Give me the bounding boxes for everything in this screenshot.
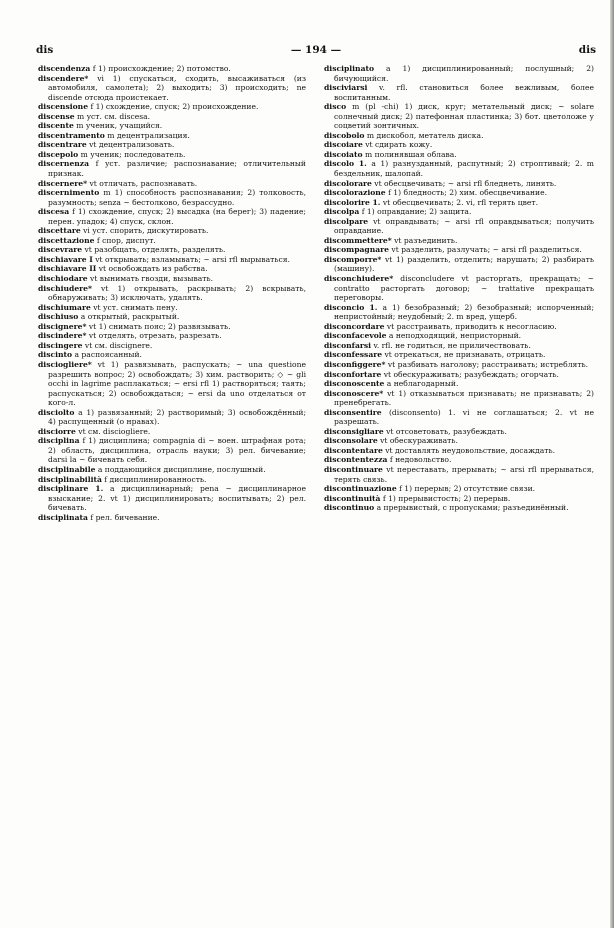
dictionary-entry — [324, 217, 594, 236]
dictionary-entry — [38, 484, 306, 513]
headword: discoiare — [324, 140, 363, 150]
definition: a 1) разнузданный, распутный; 2) строптивый; 2. m бездельник, шалопай. — [334, 159, 594, 179]
definition: vt отделять, отрезать, разрезать. — [86, 331, 222, 341]
dictionary-entry — [324, 446, 594, 456]
definition: f дисциплинированность. — [101, 474, 207, 484]
headword: discendere* — [38, 73, 89, 83]
definition: a прерывистый, с пропусками; разъединённый. — [374, 503, 569, 513]
headword: discesa — [38, 207, 70, 217]
headword: dischiodare — [38, 274, 88, 284]
dictionary-entry — [38, 226, 306, 236]
headword: disco — [324, 102, 347, 112]
dictionary-entry — [324, 389, 594, 408]
headword: disciplinabilità — [38, 474, 102, 484]
dictionary-entry — [38, 513, 306, 523]
definition: vt децентрализовать. — [86, 140, 175, 150]
headword: discentrare — [38, 140, 87, 150]
definition: vt разобщать, отделять, разделять. — [82, 245, 226, 255]
definition: vt освобождать из рабства. — [96, 264, 208, 274]
dictionary-entry — [38, 303, 306, 313]
dictionary-entry — [324, 159, 594, 178]
dictionary-entry — [38, 150, 306, 160]
headword: disconchiudere* — [324, 274, 394, 284]
definition: vt обесцвечивать; 2. vi, rfl терять цвет. — [380, 197, 538, 207]
definition: f 1) прерывистость; 2) перерыв. — [380, 493, 511, 503]
definition: vt переставать, прерывать; ~ arsi rfl прерываться, терять связь. — [334, 464, 594, 484]
page-number: — 194 — — [290, 44, 342, 56]
definition: f 1) перерыв; 2) отсутствие связи. — [396, 484, 536, 494]
dictionary-entry — [324, 341, 594, 351]
dictionary-entry — [324, 274, 594, 303]
dictionary-entry — [324, 255, 594, 274]
headword: disciplinare 1. — [38, 484, 104, 494]
headword: discolpa — [324, 207, 360, 217]
headword: disconfacevole — [324, 331, 387, 341]
dictionary-entry — [324, 150, 594, 160]
definition: f 1) оправдание; 2) защита. — [359, 207, 472, 217]
headword: disconcio 1. — [324, 302, 378, 312]
dictionary-entry — [324, 83, 594, 102]
dictionary-entry — [324, 179, 594, 189]
definition: vt обесцвечивать; ~ arsi rfl бледнеть, линять. — [371, 178, 557, 188]
definition: m уст. см. discesa. — [74, 111, 151, 121]
headword: disconfiggere* — [324, 359, 386, 369]
headword: disconoscere* — [324, 388, 384, 398]
headword: disconsentire — [324, 407, 382, 417]
left-column — [38, 64, 306, 906]
dictionary-entry — [324, 198, 594, 208]
dictionary-entry — [324, 360, 594, 370]
definition: vt обескураживать; разубеждать; огорчать. — [381, 369, 559, 379]
definition: (disconsento) 1. vi не соглашаться; 2. vt не разрешать. — [334, 407, 594, 427]
headword: disciplinata — [38, 512, 88, 522]
definition: vt отличать, распознавать. — [87, 178, 198, 188]
definition: v. rfl. становиться более вежливым, более воспитанным. — [334, 83, 594, 102]
dictionary-entry — [38, 112, 306, 122]
headword: discensione — [38, 102, 89, 112]
definition: vt вынимать гвозди, вызывать. — [87, 274, 214, 284]
dictionary-entry — [324, 131, 594, 141]
definition: m полинявшая облава. — [362, 149, 457, 159]
dictionary-entry — [324, 484, 594, 494]
headword: discindere* — [38, 331, 87, 341]
headword: discommettere* — [324, 235, 392, 245]
headword: discolo 1. — [324, 159, 367, 169]
dictionary-entry — [38, 245, 306, 255]
headword: discinto — [38, 350, 73, 360]
definition: vt см. discignere. — [82, 340, 153, 350]
definition: vt 1) развязывать, распускать; ~ una questione разрешить вопрос; 2) освобождать; 3) хим. растворить; ◇ ~ gli occhi in lagrime расплакаться; ~ ersi rfl 1) растворяться; таять; распускаться; 2) освобождаться; ~ ersi da uno отделаться от кого-л. — [48, 359, 306, 408]
dictionary-entry — [38, 322, 306, 332]
headword: disconfarsi — [324, 340, 372, 350]
definition: vt разделить, разлучать; ~ arsi rfl разделиться. — [389, 245, 582, 255]
dictionary-entry — [38, 350, 306, 360]
headword: disconsigliare — [324, 426, 384, 436]
dictionary-entry — [38, 140, 306, 150]
headword: discolorire 1. — [324, 197, 381, 207]
headword: discevrare — [38, 245, 83, 255]
definition: f 1) дисциплина; compagnia di ~ воен. штрафная рота; 2) область, дисциплина, отрасль науки; 3) рел. бичевание; darsi la ~ бичевать себя. — [48, 436, 306, 465]
dictionary-entry — [38, 331, 306, 341]
definition: vt см. disciogliere. — [75, 426, 151, 436]
headword: disciviarsi — [324, 83, 368, 93]
dictionary-entry — [38, 264, 306, 274]
dictionary-entry — [38, 236, 306, 246]
dictionary-entry — [324, 350, 594, 360]
definition: disconcludere vt расторгать, прекращать; ~ contratto расторгать договор; ~ trattative прекращать переговоры. — [334, 274, 594, 303]
definition: vt обескураживать. — [377, 436, 458, 446]
headword: disciorre — [38, 426, 76, 436]
dictionary-entry — [38, 255, 306, 265]
dictionary-entry — [38, 284, 306, 303]
definition: vt 1) снимать пояс; 2) развязывать. — [86, 321, 231, 331]
dictionary-entry — [38, 408, 306, 427]
headword: discomporre* — [324, 254, 382, 264]
definition: f уст. различие; распознавание; отличительный признак. — [48, 159, 306, 179]
definition: vt 1) разделить, отделить; нарушать; 2) разбирать (машину). — [334, 254, 594, 274]
definition: vt сдирать кожу. — [362, 140, 433, 150]
dictionary-entry — [324, 503, 594, 513]
dictionary-entry — [324, 455, 594, 465]
definition: a неподходящий, непристорный. — [386, 331, 522, 341]
dictionary-entry — [38, 74, 306, 103]
dictionary-entry — [38, 102, 306, 112]
headword: dischiavare II — [38, 264, 97, 274]
dictionary-entry — [38, 159, 306, 178]
dictionary-entry — [38, 274, 306, 284]
headword: dischiuso — [38, 312, 79, 322]
dictionary-entry — [38, 427, 306, 437]
headword: discobolo — [324, 130, 365, 140]
dictionary-entry — [38, 131, 306, 141]
definition: f недовольство. — [387, 455, 452, 465]
headword: disconcordare — [324, 321, 385, 331]
dictionary-entry — [324, 102, 594, 131]
dictionary-entry — [324, 494, 594, 504]
headword: disciplina — [38, 436, 80, 446]
definition: m дискобол, метатель диска. — [364, 130, 484, 140]
headword: discettazione — [38, 235, 95, 245]
headword: discontinuazione — [324, 484, 397, 494]
definition: vt открывать; взламывать; ~ arsi rfl вырываться. — [92, 254, 290, 264]
definition: vt расстраивать, приводить к несогласию. — [384, 321, 557, 331]
headword: discendenza — [38, 64, 91, 73]
definition: vt 1) отказываться признавать; не признавать; 2) пренебрегать. — [334, 388, 594, 408]
definition: f 1) бледность; 2) хим. обесцвечивание. — [385, 188, 548, 198]
dictionary-entry — [38, 465, 306, 475]
definition: f рел. бичевание. — [87, 512, 160, 522]
definition: vt оправдывать; ~ arsi rfl оправдываться; получить оправдание. — [334, 216, 594, 236]
dictionary-entry — [324, 64, 594, 83]
headword: discoiato — [324, 149, 363, 159]
headword: discernimento — [38, 188, 100, 198]
headword: discolorare — [324, 178, 372, 188]
headword: discignere* — [38, 321, 87, 331]
page-edge — [610, 0, 614, 928]
dictionary-entry — [38, 179, 306, 189]
headword: dischiudere* — [38, 283, 92, 293]
headword: disconoscente — [324, 379, 385, 389]
definition: f спор, диспут. — [94, 235, 156, 245]
headword: discettare — [38, 226, 81, 236]
definition: v. rfl. не годиться, не приличествовать. — [371, 340, 531, 350]
dictionary-entry — [38, 475, 306, 485]
definition: vt отсоветовать, разубеждать. — [383, 426, 507, 436]
headword: discentramento — [38, 130, 105, 140]
headword: disciolto — [38, 407, 75, 417]
definition: vt разбивать наголову; расстраивать; истреблять. — [385, 359, 589, 369]
dictionary-entry — [324, 207, 594, 217]
dictionary-entry — [38, 207, 306, 226]
definition: f 1) схождение, спуск; 2) высадка (на берег); 3) падение; перен. упадок; 4) спуск, склон. — [48, 207, 306, 226]
definition: m 1) способность распознавания; 2) толковость, разумность; senza ~ бестолково, безрассудно. — [48, 188, 306, 207]
definition: vi 1) спускаться, сходить, высаживаться (из автомобиля, самолета); 2) выходить; 3) происходить; ne discende отсюда проистекает. — [48, 73, 306, 102]
definition: a 1) дисциплинированный; послушный; 2) бичующийся. — [334, 64, 594, 83]
headword: discernenza — [38, 159, 90, 169]
dictionary-entry — [324, 408, 594, 427]
definition: vt доставлять неудовольствие, досаждать. — [382, 445, 556, 455]
definition: m (pl -chi) 1) диск, круг; метательный диск; ~ solare солнечный диск; 2) патефонная пластинка; 3) бот. цветоложе у соцветий зонтичных. — [334, 102, 594, 131]
headword: discepolo — [38, 149, 79, 159]
dictionary-entry — [38, 121, 306, 131]
definition: vt отрекаться, не признавать, отрицать. — [382, 350, 546, 360]
dictionary-entry — [38, 436, 306, 465]
definition: vt уст. снимать пену. — [90, 302, 178, 312]
headword: discontentare — [324, 445, 383, 455]
definition: a 1) безобразный; 2) безобразный; испорченный; непристойный; неудобный; 2. m вред, ущерб. — [334, 302, 594, 322]
definition: a открытый, раскрытый. — [78, 312, 180, 322]
dictionary-entry — [324, 236, 594, 246]
headword: discense — [38, 111, 75, 121]
headword: disconsolare — [324, 436, 378, 446]
definition: vt 1) открывать, раскрывать; 2) вскрывать, обнаруживать; 3) исключать, удалять. — [48, 283, 306, 303]
headword: discolorazione — [324, 188, 386, 198]
definition: m децентрализация. — [104, 130, 190, 140]
dictionary-entry — [324, 322, 594, 332]
page-header — [36, 44, 596, 58]
dictionary-entry — [324, 331, 594, 341]
headword: disconfessare — [324, 350, 383, 360]
definition: a распоясанный. — [72, 350, 142, 360]
dictionary-entry — [38, 188, 306, 207]
definition: a неблагодарный. — [384, 379, 459, 389]
dictionary-entry — [38, 64, 306, 74]
dictionary-entry — [324, 427, 594, 437]
definition: a дисциплинарный; pena ~ дисциплинарное взыскание; 2. vt 1) дисциплинировать; воспитывать; 2) рел. бичевать. — [48, 484, 306, 513]
dictionary-entry — [324, 465, 594, 484]
dictionary-entry — [38, 341, 306, 351]
headword: discontentezza — [324, 455, 388, 465]
dictionary-entry — [324, 140, 594, 150]
headword: disciplinabile — [38, 464, 96, 474]
dictionary-entry — [324, 303, 594, 322]
headword: discontinuo — [324, 503, 375, 513]
headword: discompagnare — [324, 245, 390, 255]
headword: dischiavare I — [38, 254, 93, 264]
headword: dischiumare — [38, 302, 91, 312]
dictionary-entry — [38, 312, 306, 322]
dictionary-entry — [324, 245, 594, 255]
dictionary-entry — [324, 436, 594, 446]
definition: a поддающийся дисциплине, послушный. — [95, 464, 266, 474]
headword: discernere* — [38, 178, 88, 188]
headword: discingere — [38, 340, 83, 350]
dictionary-entry — [38, 360, 306, 408]
definition: a 1) развязанный; 2) растворимый; 3) освобождённый; 4) распущенный (о нравах). — [48, 407, 306, 427]
right-column — [324, 64, 594, 906]
dictionary-entry — [324, 379, 594, 389]
dictionary-entry — [324, 370, 594, 380]
definition: f 1) схождение, спуск; 2) происхождение. — [88, 102, 259, 112]
header-guide-right: dis — [578, 44, 596, 56]
headword: discontinuità — [324, 493, 381, 503]
headword: discolpare — [324, 216, 369, 226]
definition: m ученик; последователь. — [78, 149, 186, 159]
headword: discente — [38, 121, 74, 131]
definition: m ученик, учащийся. — [73, 121, 163, 131]
headword: discontinuare — [324, 464, 383, 474]
dictionary-entry — [324, 188, 594, 198]
headword: disciogliere* — [38, 359, 92, 369]
definition: vt разъединить. — [391, 235, 458, 245]
headword: disciplinato — [324, 64, 375, 73]
headword: disconfortare — [324, 369, 382, 379]
definition: vi уст. спорить, дискутировать. — [80, 226, 209, 236]
header-guide-left: dis — [36, 44, 54, 56]
definition: f 1) происхождение; 2) потомство. — [90, 64, 231, 73]
